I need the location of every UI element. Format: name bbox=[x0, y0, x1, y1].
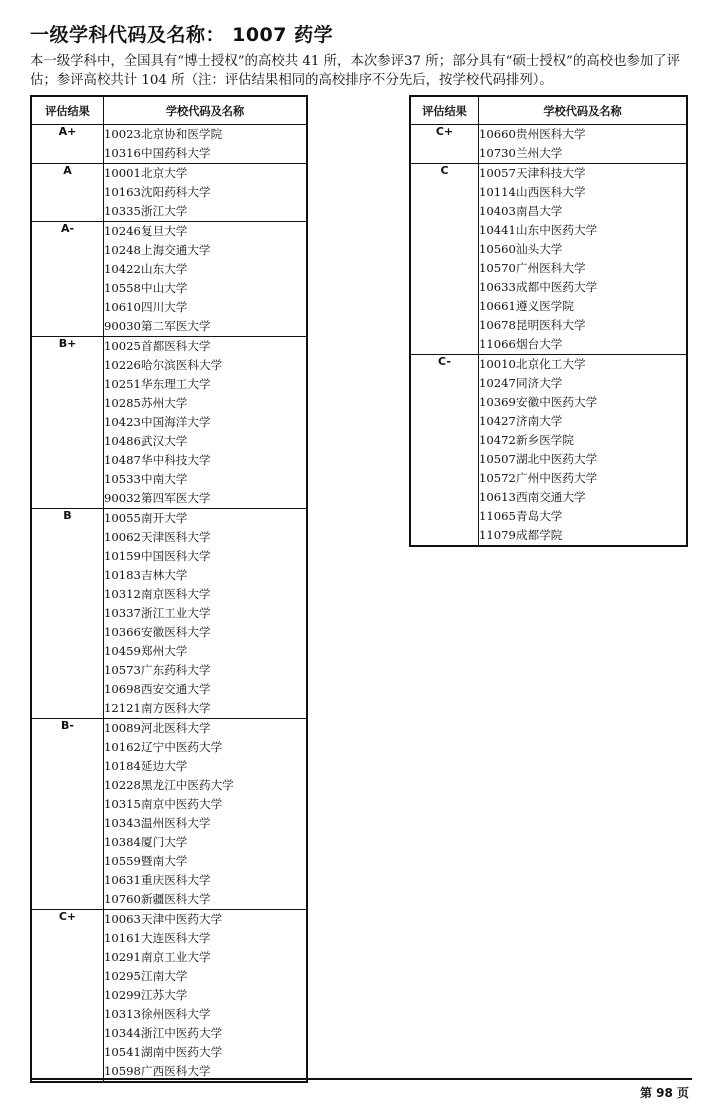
school-cell bbox=[104, 948, 308, 967]
school-code: 10062 bbox=[104, 530, 141, 544]
school-code: 10472 bbox=[479, 433, 516, 447]
school-cell bbox=[104, 680, 308, 699]
school-name: 西安交通大学 bbox=[141, 682, 211, 696]
school-code: 10507 bbox=[479, 452, 516, 466]
school-code: 10184 bbox=[104, 759, 141, 773]
school-name: 四川大学 bbox=[141, 300, 188, 314]
school-cell bbox=[479, 240, 688, 259]
school-cell bbox=[479, 431, 688, 450]
school-code: 10730 bbox=[479, 146, 516, 160]
school-name: 安徽中医药大学 bbox=[516, 395, 598, 409]
school-cell bbox=[479, 164, 688, 184]
school-code: 10661 bbox=[479, 299, 516, 313]
table-row bbox=[31, 164, 307, 184]
school-name: 汕头大学 bbox=[516, 242, 563, 256]
school-cell bbox=[104, 738, 308, 757]
school-code: 10226 bbox=[104, 358, 141, 372]
school-cell bbox=[479, 488, 688, 507]
school-code: 10089 bbox=[104, 721, 141, 735]
school-cell bbox=[104, 356, 308, 375]
school-name: 浙江大学 bbox=[141, 204, 188, 218]
school-name: 河北医科大学 bbox=[141, 721, 211, 735]
school-cell bbox=[479, 183, 688, 202]
school-name: 成都中医药大学 bbox=[516, 280, 598, 294]
school-name: 山西医科大学 bbox=[516, 185, 586, 199]
school-name: 广州中医药大学 bbox=[516, 471, 598, 485]
school-cell bbox=[104, 183, 308, 202]
school-name: 同济大学 bbox=[516, 376, 563, 390]
school-cell bbox=[104, 260, 308, 279]
table-header-row bbox=[31, 96, 307, 125]
school-cell bbox=[104, 986, 308, 1005]
school-cell bbox=[104, 1005, 308, 1024]
school-code: 10403 bbox=[479, 204, 516, 218]
school-name: 中国海洋大学 bbox=[141, 415, 211, 429]
school-cell bbox=[479, 355, 688, 375]
school-name: 北京化工大学 bbox=[516, 357, 586, 371]
school-code: 10366 bbox=[104, 625, 141, 639]
school-code: 10023 bbox=[104, 127, 141, 141]
school-code: 10633 bbox=[479, 280, 516, 294]
school-code: 11065 bbox=[479, 509, 516, 523]
school-cell bbox=[104, 585, 308, 604]
school-name: 复旦大学 bbox=[141, 224, 188, 238]
footer-rule bbox=[30, 1078, 692, 1080]
school-cell bbox=[479, 412, 688, 431]
school-code: 10558 bbox=[104, 281, 141, 295]
school-name: 遵义医学院 bbox=[516, 299, 574, 313]
school-code: 10316 bbox=[104, 146, 141, 160]
school-name: 暨南大学 bbox=[141, 854, 188, 868]
school-name: 温州医科大学 bbox=[141, 816, 211, 830]
school-cell bbox=[104, 795, 308, 814]
school-name: 南京医科大学 bbox=[141, 587, 211, 601]
school-code: 10335 bbox=[104, 204, 141, 218]
school-cell bbox=[104, 470, 308, 489]
school-cell bbox=[104, 757, 308, 776]
school-code: 10285 bbox=[104, 396, 141, 410]
school-code: 10344 bbox=[104, 1026, 141, 1040]
grade-cell: C- bbox=[410, 355, 479, 547]
school-cell bbox=[104, 547, 308, 566]
table-body-right bbox=[410, 125, 687, 547]
school-cell bbox=[104, 298, 308, 317]
school-code: 10487 bbox=[104, 453, 141, 467]
school-code: 10660 bbox=[479, 127, 516, 141]
grade-cell: B+ bbox=[31, 337, 104, 509]
school-cell bbox=[104, 776, 308, 795]
school-code: 10299 bbox=[104, 988, 141, 1002]
school-name: 上海交通大学 bbox=[141, 243, 211, 257]
school-code: 90032 bbox=[104, 491, 141, 505]
school-cell bbox=[479, 507, 688, 526]
school-code: 10251 bbox=[104, 377, 141, 391]
school-cell bbox=[104, 489, 308, 509]
school-code: 10315 bbox=[104, 797, 141, 811]
school-code: 10572 bbox=[479, 471, 516, 485]
school-code: 10486 bbox=[104, 434, 141, 448]
school-code: 10384 bbox=[104, 835, 141, 849]
school-cell bbox=[479, 393, 688, 412]
school-name: 哈尔滨医科大学 bbox=[141, 358, 223, 372]
school-cell bbox=[104, 164, 308, 184]
school-name: 第四军医大学 bbox=[141, 491, 211, 505]
school-code: 10573 bbox=[104, 663, 141, 677]
school-code: 10183 bbox=[104, 568, 141, 582]
school-cell bbox=[479, 335, 688, 355]
school-name: 中山大学 bbox=[141, 281, 188, 295]
school-cell bbox=[104, 699, 308, 719]
school-cell bbox=[104, 432, 308, 451]
school-name: 沈阳药科大学 bbox=[141, 185, 211, 199]
school-column-header: 学校代码及名称 bbox=[104, 96, 308, 125]
school-cell bbox=[104, 451, 308, 470]
school-name: 天津中医药大学 bbox=[141, 912, 223, 926]
school-code: 10010 bbox=[479, 357, 516, 371]
school-cell bbox=[104, 241, 308, 260]
school-code: 10631 bbox=[104, 873, 141, 887]
school-name: 首都医科大学 bbox=[141, 339, 211, 353]
school-name: 江苏大学 bbox=[141, 988, 188, 1002]
school-name: 重庆医科大学 bbox=[141, 873, 211, 887]
school-cell bbox=[104, 967, 308, 986]
evaluation-table-right bbox=[409, 95, 688, 547]
school-cell bbox=[479, 374, 688, 393]
school-code: 10001 bbox=[104, 166, 141, 180]
grade-cell: C bbox=[410, 164, 479, 355]
school-cell bbox=[104, 929, 308, 948]
school-code: 10337 bbox=[104, 606, 141, 620]
school-name: 北京大学 bbox=[141, 166, 188, 180]
school-column-header: 学校代码及名称 bbox=[479, 96, 688, 125]
school-name: 徐州医科大学 bbox=[141, 1007, 211, 1021]
school-code: 10295 bbox=[104, 969, 141, 983]
grade-cell: C+ bbox=[410, 125, 479, 164]
grade-cell: A+ bbox=[31, 125, 104, 164]
school-cell bbox=[479, 259, 688, 278]
school-name: 湖南中医药大学 bbox=[141, 1045, 223, 1059]
school-code: 10533 bbox=[104, 472, 141, 486]
school-name: 天津科技大学 bbox=[516, 166, 586, 180]
school-name: 武汉大学 bbox=[141, 434, 188, 448]
table-header-row bbox=[410, 96, 687, 125]
school-cell bbox=[104, 202, 308, 222]
school-name: 吉林大学 bbox=[141, 568, 188, 582]
school-cell bbox=[479, 526, 688, 546]
school-code: 10422 bbox=[104, 262, 141, 276]
school-cell bbox=[479, 469, 688, 488]
school-cell bbox=[104, 604, 308, 623]
school-cell bbox=[104, 623, 308, 642]
school-code: 10248 bbox=[104, 243, 141, 257]
school-name: 安徽医科大学 bbox=[141, 625, 211, 639]
school-name: 山东大学 bbox=[141, 262, 188, 276]
school-name: 辽宁中医药大学 bbox=[141, 740, 223, 754]
page-title: 一级学科代码及名称： 1007 药学 bbox=[30, 24, 334, 46]
grade-cell: A- bbox=[31, 222, 104, 337]
school-cell bbox=[104, 814, 308, 833]
school-cell bbox=[104, 852, 308, 871]
school-code: 10343 bbox=[104, 816, 141, 830]
table-row bbox=[31, 222, 307, 242]
school-name: 南方医科大学 bbox=[141, 701, 211, 715]
school-code: 10698 bbox=[104, 682, 141, 696]
school-code: 10610 bbox=[104, 300, 141, 314]
school-code: 10541 bbox=[104, 1045, 141, 1059]
school-name: 大连医科大学 bbox=[141, 931, 211, 945]
school-code: 10369 bbox=[479, 395, 516, 409]
school-name: 贵州医科大学 bbox=[516, 127, 586, 141]
school-name: 中国药科大学 bbox=[141, 146, 211, 160]
grade-cell: B bbox=[31, 509, 104, 719]
school-cell bbox=[104, 509, 308, 529]
school-code: 90030 bbox=[104, 319, 141, 333]
school-name: 浙江工业大学 bbox=[141, 606, 211, 620]
school-name: 广州医科大学 bbox=[516, 261, 586, 275]
school-cell bbox=[104, 890, 308, 910]
school-name: 厦门大学 bbox=[141, 835, 188, 849]
school-code: 10163 bbox=[104, 185, 141, 199]
school-cell bbox=[104, 661, 308, 680]
table-row bbox=[410, 355, 687, 375]
school-name: 湖北中医药大学 bbox=[516, 452, 598, 466]
school-cell bbox=[104, 125, 308, 145]
school-code: 10559 bbox=[104, 854, 141, 868]
school-code: 10598 bbox=[104, 1064, 141, 1078]
school-name: 苏州大学 bbox=[141, 396, 188, 410]
school-code: 10459 bbox=[104, 644, 141, 658]
school-name: 新乡医学院 bbox=[516, 433, 574, 447]
school-name: 济南大学 bbox=[516, 414, 563, 428]
table-row bbox=[31, 910, 307, 930]
school-code: 10441 bbox=[479, 223, 516, 237]
school-code: 12121 bbox=[104, 701, 141, 715]
school-name: 江南大学 bbox=[141, 969, 188, 983]
table-row bbox=[31, 719, 307, 739]
school-code: 10159 bbox=[104, 549, 141, 563]
school-cell bbox=[479, 450, 688, 469]
school-name: 华东理工大学 bbox=[141, 377, 211, 391]
school-cell bbox=[104, 337, 308, 357]
school-cell bbox=[479, 278, 688, 297]
school-code: 10228 bbox=[104, 778, 141, 792]
school-code: 10570 bbox=[479, 261, 516, 275]
school-name: 南开大学 bbox=[141, 511, 188, 525]
school-name: 青岛大学 bbox=[516, 509, 563, 523]
school-code: 10114 bbox=[479, 185, 516, 199]
school-cell bbox=[104, 642, 308, 661]
school-cell bbox=[104, 1024, 308, 1043]
school-name: 黑龙江中医药大学 bbox=[141, 778, 234, 792]
school-code: 10057 bbox=[479, 166, 516, 180]
school-name: 延边大学 bbox=[141, 759, 188, 773]
school-code: 10427 bbox=[479, 414, 516, 428]
school-cell bbox=[479, 297, 688, 316]
school-name: 西南交通大学 bbox=[516, 490, 586, 504]
intro-paragraph: 本一级学科中，全国具有“博士授权”的高校共 41 所，本次参评37 所；部分具有“硕士授权”的高校也参加了评估；参评高校共计 104 所（注：评估结果相同的高校排序不分先后，按学校代码排列）。 bbox=[30, 54, 681, 88]
school-name: 新疆医科大学 bbox=[141, 892, 211, 906]
school-code: 10063 bbox=[104, 912, 141, 926]
school-code: 10613 bbox=[479, 490, 516, 504]
school-code: 10678 bbox=[479, 318, 516, 332]
grade-column-header: 评估结果 bbox=[31, 96, 104, 125]
school-name: 烟台大学 bbox=[516, 337, 563, 351]
school-name: 中国医科大学 bbox=[141, 549, 211, 563]
school-name: 南京中医药大学 bbox=[141, 797, 223, 811]
school-name: 浙江中医药大学 bbox=[141, 1026, 223, 1040]
school-code: 11079 bbox=[479, 528, 516, 542]
school-cell bbox=[104, 566, 308, 585]
school-code: 10246 bbox=[104, 224, 141, 238]
school-code: 10055 bbox=[104, 511, 141, 525]
evaluation-table-left bbox=[30, 95, 308, 1083]
school-cell bbox=[104, 317, 308, 337]
school-code: 10560 bbox=[479, 242, 516, 256]
school-code: 11066 bbox=[479, 337, 516, 351]
school-cell bbox=[104, 910, 308, 930]
grade-cell: B- bbox=[31, 719, 104, 910]
school-name: 成都学院 bbox=[516, 528, 563, 542]
school-name: 山东中医药大学 bbox=[516, 223, 598, 237]
page-number: 第 98 页 bbox=[640, 1086, 690, 1100]
school-code: 10161 bbox=[104, 931, 141, 945]
school-name: 昆明医科大学 bbox=[516, 318, 586, 332]
table-row bbox=[31, 337, 307, 357]
school-cell bbox=[104, 833, 308, 852]
school-name: 兰州大学 bbox=[516, 146, 563, 160]
school-name: 南昌大学 bbox=[516, 204, 563, 218]
school-name: 天津医科大学 bbox=[141, 530, 211, 544]
school-cell bbox=[104, 144, 308, 164]
school-name: 华中科技大学 bbox=[141, 453, 211, 467]
school-cell bbox=[104, 279, 308, 298]
school-cell bbox=[104, 413, 308, 432]
school-cell bbox=[479, 221, 688, 240]
table-body-left bbox=[31, 125, 307, 1083]
school-name: 中南大学 bbox=[141, 472, 188, 486]
school-cell bbox=[104, 871, 308, 890]
table-row bbox=[410, 125, 687, 145]
school-code: 10025 bbox=[104, 339, 141, 353]
school-code: 10247 bbox=[479, 376, 516, 390]
grade-column-header: 评估结果 bbox=[410, 96, 479, 125]
school-cell bbox=[479, 125, 688, 145]
grade-cell: A bbox=[31, 164, 104, 222]
school-cell bbox=[479, 316, 688, 335]
school-cell bbox=[479, 144, 688, 164]
school-code: 10162 bbox=[104, 740, 141, 754]
table-row bbox=[410, 164, 687, 184]
school-cell bbox=[479, 202, 688, 221]
school-code: 10760 bbox=[104, 892, 141, 906]
school-name: 郑州大学 bbox=[141, 644, 188, 658]
school-cell bbox=[104, 1043, 308, 1062]
table-row bbox=[31, 125, 307, 145]
grade-cell: C+ bbox=[31, 910, 104, 1083]
school-code: 10313 bbox=[104, 1007, 141, 1021]
school-cell bbox=[104, 719, 308, 739]
school-name: 南京工业大学 bbox=[141, 950, 211, 964]
school-name: 北京协和医学院 bbox=[141, 127, 223, 141]
school-cell bbox=[104, 394, 308, 413]
school-name: 第二军医大学 bbox=[141, 319, 211, 333]
school-cell bbox=[104, 375, 308, 394]
school-name: 广西医科大学 bbox=[141, 1064, 211, 1078]
table-row bbox=[31, 509, 307, 529]
school-code: 10312 bbox=[104, 587, 141, 601]
school-cell bbox=[104, 222, 308, 242]
school-code: 10423 bbox=[104, 415, 141, 429]
school-name: 广东药科大学 bbox=[141, 663, 211, 677]
school-code: 10291 bbox=[104, 950, 141, 964]
school-cell bbox=[104, 528, 308, 547]
